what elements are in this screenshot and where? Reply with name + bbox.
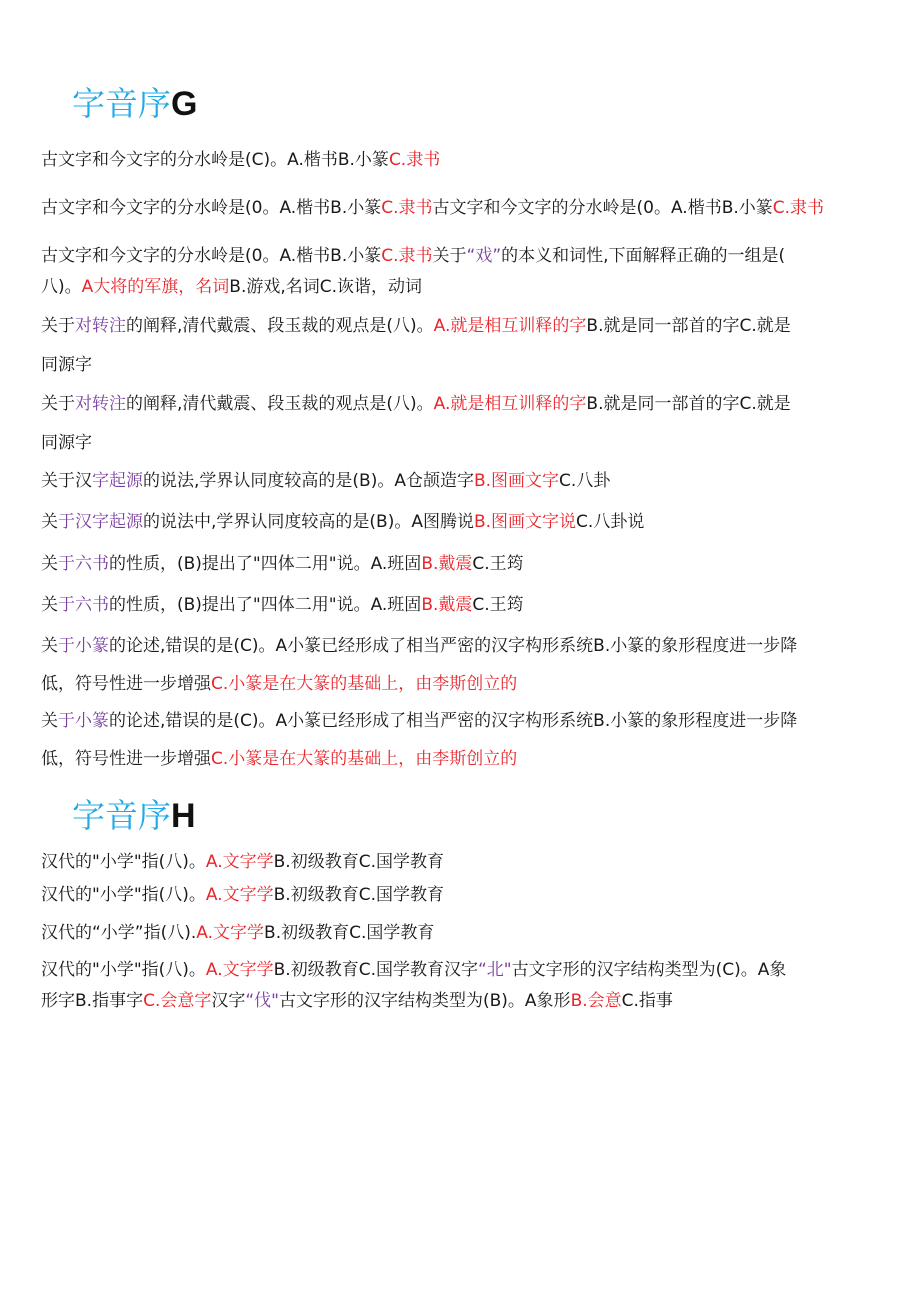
text-run: 关	[41, 554, 58, 574]
heading-letter: G	[171, 85, 198, 123]
text-run: 汉字	[211, 991, 246, 1011]
question-line	[41, 920, 881, 946]
text-run: 八)。	[41, 277, 82, 297]
answer-run: C.会意字	[143, 991, 212, 1011]
keyword-run: 字起源	[92, 471, 143, 491]
keyword-run: 于六书	[58, 554, 109, 574]
text-run: C.八卦	[559, 471, 611, 491]
keyword-run: 于小篆	[58, 636, 109, 656]
question-line	[41, 147, 881, 173]
section-heading-g	[72, 84, 197, 124]
text-run: 的说法,学界认同度较高的是(B)。A仓颉造字	[143, 471, 474, 491]
text-run: 古文字和今文字的分水岭是(0。A.楷书B.小篆	[41, 246, 382, 266]
text-run: 汉代的"小学"指(八)。	[41, 960, 206, 980]
text-run: 关于	[41, 394, 75, 414]
answer-run: C.隶书	[381, 198, 433, 218]
text-run: 低，符号性进一步增强	[41, 674, 211, 694]
question-line	[41, 988, 881, 1014]
answer-run: C.小篆是在大篆的基础上，由李斯创立的	[211, 674, 518, 694]
text-run: 古文字和今文字的分水岭是(0。A.楷书B.小篆	[41, 198, 382, 218]
answer-run: B.图画文字说	[473, 512, 577, 532]
question-line	[41, 849, 881, 875]
text-run: 的论述,错误的是(C)。A小篆已经形成了相当严密的汉字构形系统B.小篆的象形程度进一步降	[109, 711, 798, 731]
text-run: B.初级教育C.国学教育	[273, 852, 444, 872]
answer-run: A.就是相互训释的字	[433, 316, 587, 336]
question-line	[41, 352, 881, 378]
answer-run: A大将的军旗，名词	[81, 277, 230, 297]
answer-run: A.文字学	[205, 885, 274, 905]
text-run: C.王筠	[472, 595, 524, 615]
text-run: 的本义和词性,下面解释正确的一组是(	[501, 246, 786, 266]
text-run: 的说法中,学界认同度较高的是(B)。A图腾说	[143, 512, 474, 532]
question-line	[41, 313, 881, 339]
keyword-run: 对转注	[75, 316, 126, 336]
text-run: 古文字和今文字的分水岭是(C)。A.楷书B.小篆	[41, 150, 389, 170]
text-run: 的阐释,清代戴震、段玉裁的观点是(八)。	[126, 394, 434, 414]
answer-run: A.文字学	[205, 960, 274, 980]
text-run: B.就是同一部首的字C.就是	[586, 316, 791, 336]
text-run: 同源字	[41, 355, 92, 375]
text-run: 古文字形的汉字结构类型为(C)。A象	[511, 960, 787, 980]
answer-run: A.文字学	[196, 923, 265, 943]
answer-run: B.会意	[570, 991, 622, 1011]
answer-run: A.就是相互训释的字	[433, 394, 587, 414]
question-line	[41, 671, 881, 697]
question-line	[41, 243, 881, 269]
text-run: 的阐释,清代戴震、段玉裁的观点是(八)。	[126, 316, 434, 336]
text-run: 关于	[41, 316, 75, 336]
heading-han: 字音序	[72, 796, 171, 835]
text-run: C.王筠	[472, 554, 524, 574]
question-line	[41, 509, 881, 535]
text-run: B.游戏,名词C.诙谐，动词	[229, 277, 423, 297]
text-run: B.初级教育C.国学教育	[273, 885, 444, 905]
question-line	[41, 195, 881, 221]
question-line	[41, 430, 881, 456]
text-run: 的性质，(B)提出了"四体二用"说。A.班固	[109, 554, 422, 574]
text-run: 汉代的"小学"指(八)。	[41, 852, 206, 872]
question-line	[41, 957, 881, 983]
question-line	[41, 746, 881, 772]
keyword-run: 于六书	[58, 595, 109, 615]
section-heading-h	[72, 796, 196, 836]
answer-run: A.文字学	[205, 852, 274, 872]
text-run: 汉代的"小学"指(八)。	[41, 885, 206, 905]
heading-letter: H	[171, 797, 196, 835]
text-run: C.八卦说	[576, 512, 645, 532]
answer-run: C.隶书	[381, 246, 433, 266]
heading-han: 字音序	[72, 84, 171, 123]
text-run: B.初级教育C.国学教育	[264, 923, 435, 943]
text-run: 关	[41, 595, 58, 615]
text-run: 关于汉	[41, 471, 92, 491]
text-run: 同源字	[41, 433, 92, 453]
keyword-run: “戏”	[466, 246, 502, 266]
text-run: 关于	[432, 246, 467, 266]
answer-run: B.戴震	[421, 595, 473, 615]
text-run: 古文字形的汉字结构类型为(B)。A象形	[279, 991, 571, 1011]
keyword-run: “北"	[477, 960, 512, 980]
text-run: 的论述,错误的是(C)。A小篆已经形成了相当严密的汉字构形系统B.小篆的象形程度进一步降	[109, 636, 798, 656]
text-run: B.就是同一部首的字C.就是	[586, 394, 791, 414]
text-run: 形字B.指事字	[41, 991, 144, 1011]
keyword-run: 于小篆	[58, 711, 109, 731]
keyword-run: “伐"	[245, 991, 279, 1011]
text-run: 关	[41, 636, 58, 656]
question-line	[41, 882, 881, 908]
text-run: 关	[41, 512, 58, 532]
answer-run: C.隶书	[772, 198, 825, 218]
answer-run: C.小篆是在大篆的基础上，由李斯创立的	[211, 749, 518, 769]
answer-run: B.图画文字	[473, 471, 560, 491]
question-line	[41, 391, 881, 417]
question-line	[41, 551, 881, 577]
text-run: 的性质，(B)提出了"四体二用"说。A.班固	[109, 595, 422, 615]
question-line	[41, 633, 881, 659]
question-line	[41, 592, 881, 618]
question-line	[41, 468, 881, 494]
text-run: C.指事	[621, 991, 673, 1011]
text-run: B.初级教育C.国学教育汉字	[273, 960, 478, 980]
text-run: 低，符号性进一步增强	[41, 749, 211, 769]
text-run: 关	[41, 711, 58, 731]
answer-run: B.戴震	[421, 554, 473, 574]
answer-run: C.隶书	[388, 150, 441, 170]
text-run: 古文字和今文字的分水岭是(0。A.楷书B.小篆	[432, 198, 773, 218]
text-run: 汉代的“小学”指(八).	[41, 923, 197, 943]
question-line	[41, 274, 881, 300]
keyword-run: 对转注	[75, 394, 126, 414]
keyword-run: 于汉字起源	[58, 512, 143, 532]
question-line	[41, 708, 881, 734]
